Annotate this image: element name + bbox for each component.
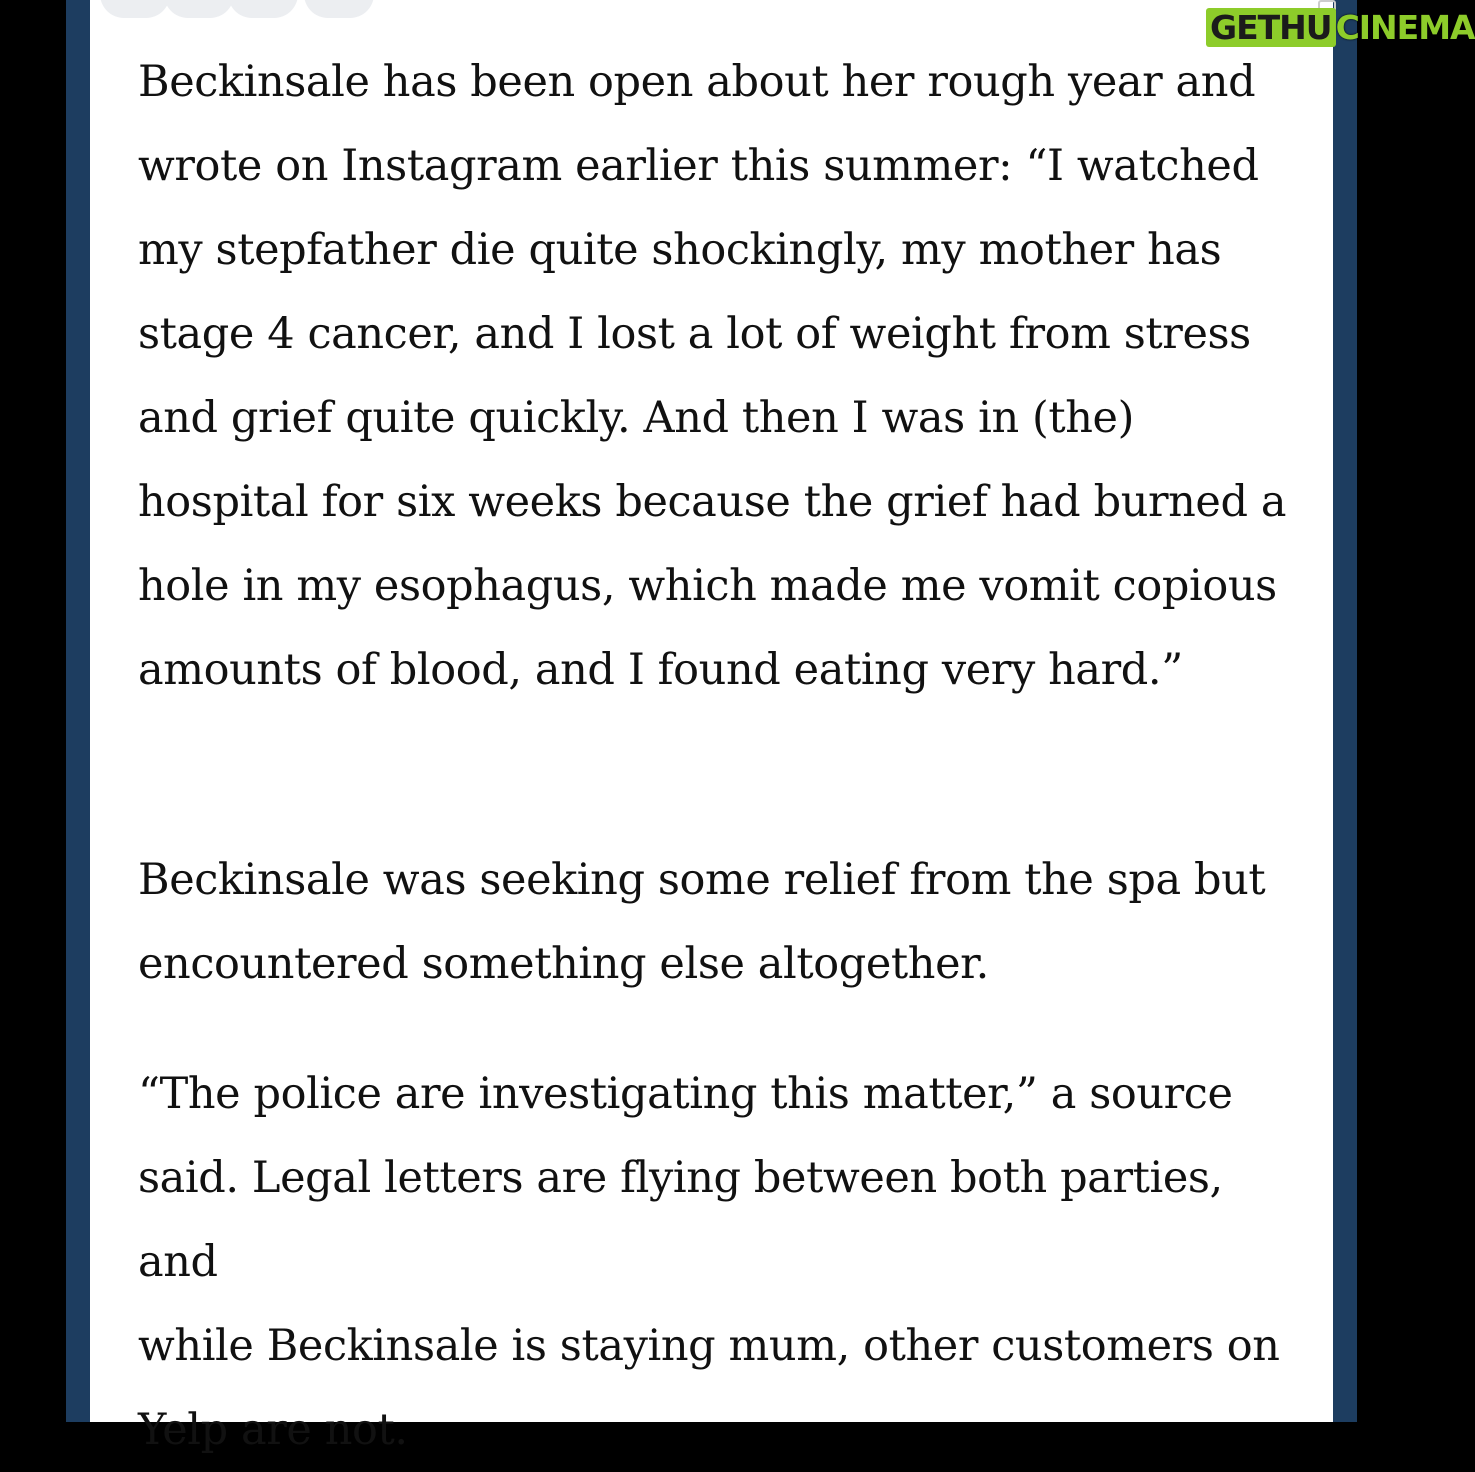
watermark-part-2: CINEMA: [1335, 8, 1475, 47]
watermark-part-1: GETHU: [1206, 8, 1336, 47]
share-button-partial[interactable]: [100, 0, 170, 18]
watermark-logo: [1206, 6, 1475, 50]
share-button-partial[interactable]: [304, 0, 374, 18]
article-paragraph: Beckinsale was seeking some relief from the spa but encountered something else altogether.: [138, 855, 1266, 989]
article-page[interactable]: [90, 0, 1333, 1455]
article-body: [138, 40, 1313, 1472]
left-page-border: [66, 0, 90, 1422]
right-page-border: [1333, 0, 1357, 1422]
article-paragraph: “The police are investigating this matter,” a source said. Legal letters are flying between both parties, and while Beckinsale is staying mum, other customers on Yelp are not.: [138, 1069, 1280, 1455]
share-button-partial[interactable]: [228, 0, 298, 18]
article-paragraph: Beckinsale has been open about her rough year and wrote on Instagram earlier this summer: “I watched my stepfather die quite shockingly, my mother has stage 4 cancer, and I lost a lot of weight from stress and grief quite quickly. And then I was in (the) hospital for six weeks because the grief had burned a hole in my esophagus, which made me vomit copious amounts of blood, and I found eating very hard.”: [138, 57, 1287, 695]
share-button-partial[interactable]: [164, 0, 234, 18]
